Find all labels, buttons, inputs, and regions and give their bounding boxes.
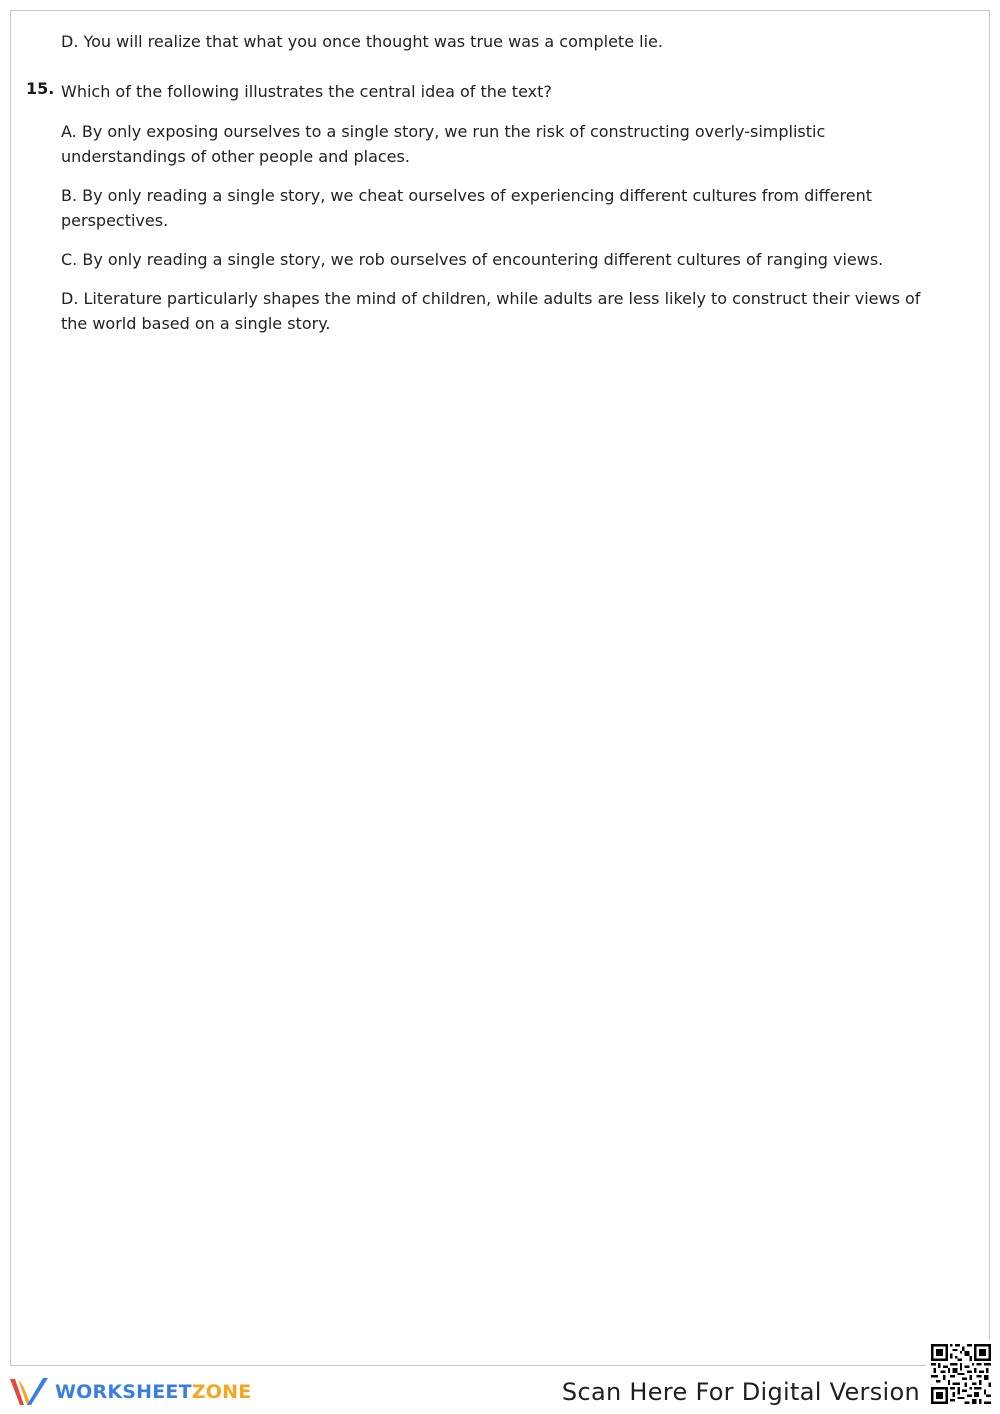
question-number: 15. — [26, 79, 55, 98]
qr-code[interactable] — [926, 1339, 996, 1409]
brand-name — [55, 1381, 251, 1403]
brand-name-part1: WORKSHEET — [55, 1381, 192, 1403]
scan-label: Scan Here For Digital Version — [561, 1378, 920, 1406]
answer-option-a: A. By only exposing ourselves to a single story, we run the risk of constructing overly-simplistic understandings of other people and places. — [61, 122, 826, 166]
worksheetzone-logo-icon — [9, 1376, 51, 1408]
brand-name-part2: ZONE — [191, 1381, 252, 1403]
answer-option-c: C. By only reading a single story, we rob ourselves of encountering different cultures of ranging views. — [61, 250, 884, 269]
qr-code-icon — [931, 1344, 991, 1404]
answer-option-d: D. Literature particularly shapes the mind of children, while adults are less likely to construct their views of the world based on a single story. — [61, 289, 921, 333]
previous-question-option-d: D. You will realize that what you once thought was true was a complete lie. — [61, 32, 663, 51]
question-prompt: Which of the following illustrates the central idea of the text? — [61, 82, 552, 101]
answer-options — [61, 119, 921, 350]
answer-option-b: B. By only reading a single story, we cheat ourselves of experiencing different cultures from different perspectives. — [61, 186, 873, 230]
brand-logo[interactable] — [9, 1375, 251, 1409]
page-footer — [0, 1366, 1000, 1414]
